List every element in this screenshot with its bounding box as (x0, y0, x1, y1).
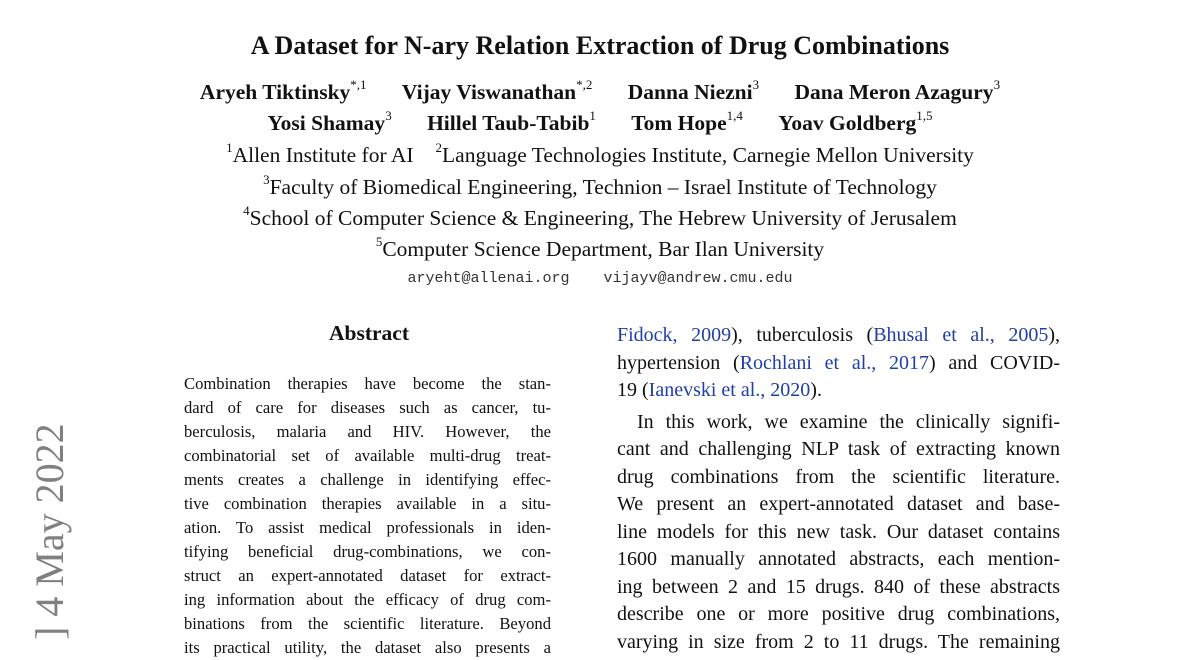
arxiv-stamp: ] 4 May 2022 (27, 423, 72, 640)
abstract-line: combinatorial set of available multi-drug treat- (184, 446, 551, 465)
author-emails (0, 270, 1200, 287)
abstract-body (184, 372, 551, 660)
body-line: ing between 2 and 15 drugs. 840 of these abstracts (617, 575, 1060, 598)
author: Yoav Goldberg$^{1,5}$ (778, 107, 933, 135)
affiliation-line-3: $^4$School of Computer Science & Engineering, The Hebrew University of Jerusalem (243, 202, 957, 230)
author: Tom Hope$^{1,4}$ (631, 107, 743, 135)
abstract-line: tive combination therapies available in a situ- (184, 494, 551, 513)
body-line: varying in size from 2 to 11 drugs. The remaining (617, 630, 1060, 653)
author: Yosi Shamay$^3$ (267, 107, 392, 135)
email-link[interactable]: aryeht@allenai.org (407, 270, 570, 287)
abstract-line: tifying beneficial drug-combinations, we con- (184, 542, 551, 561)
author: Hillel Taub-Tabib$^1$ (427, 107, 596, 135)
body-line: 1600 manually annotated abstracts, each mention- (617, 548, 1060, 570)
body-line: line models for this new task. Our dataset contains (617, 520, 1060, 543)
author-list-row-2 (0, 108, 1200, 138)
abstract-line: struct an expert-annotated dataset for extract- (184, 566, 551, 585)
body-line: describe one or more positive drug combinations, (617, 603, 1060, 625)
affiliation-line-2: $^3$Faculty of Biomedical Engineering, Technion – Israel Institute of Technology (263, 171, 937, 199)
body-line: In this work, we examine the clinically signifi- (637, 410, 1060, 433)
abstract-line: binations from the scientific literature. Beyond (184, 614, 551, 633)
body-line: Fidock, 2009), tuberculosis (Bhusal et al., 2005), (617, 324, 1060, 346)
abstract-heading: Abstract (328, 321, 409, 345)
body-line: hypertension (Rochlani et al., 2017) and COVID- (617, 351, 1060, 374)
citation-link[interactable]: Bhusal et al., 2005 (873, 324, 1049, 346)
author: Aryeh Tiktinsky$^{*,1}$ (199, 76, 367, 104)
author-list-row-1 (0, 77, 1200, 107)
body-line: cant and challenging NLP task of extracting known (617, 438, 1060, 460)
body-line: 19 (Ianevski et al., 2020). (617, 379, 822, 401)
citation-link[interactable]: Fidock, 2009 (617, 324, 732, 346)
affiliation-line-4: $^5$Computer Science Department, Bar Ilan University (375, 233, 825, 261)
body-text-column (617, 322, 1060, 656)
abstract-line: Combination therapies have become the stan- (184, 374, 551, 393)
abstract-line: ation. To assist medical professionals in iden- (184, 518, 551, 537)
citation-link[interactable]: Rochlani et al., 2017 (739, 351, 929, 374)
email-link[interactable]: vijayv@andrew.cmu.edu (603, 270, 793, 287)
author: Danna Niezni$^3$ (627, 76, 760, 104)
abstract-line: ments creates a challenge in identifying effec- (184, 470, 551, 489)
abstract-line: berculosis, malaria and HIV. However, the (184, 422, 551, 441)
body-line: We present an expert-annotated dataset and base- (617, 493, 1060, 515)
body-line: drug combinations from the scientific literature. (617, 465, 1060, 488)
citation-link[interactable]: Ianevski et al., 2020 (648, 379, 811, 401)
author: Dana Meron Azagury$^3$ (794, 76, 1001, 104)
author: Vijay Viswanathan$^{*,2}$ (401, 76, 593, 104)
abstract-line: its practical utility, the dataset also presents a (184, 638, 551, 657)
abstract-line: dard of care for diseases such as cancer, tu- (184, 398, 551, 417)
paper-title: A Dataset for N-ary Relation Extraction of Drug Combinations (250, 31, 950, 60)
abstract-line: ing information about the efficacy of drug com- (184, 590, 551, 609)
affiliation-line-1: $^1$Allen Institute for AI $^2$Language Technologies Institute, Carnegie Mellon University (226, 139, 974, 167)
